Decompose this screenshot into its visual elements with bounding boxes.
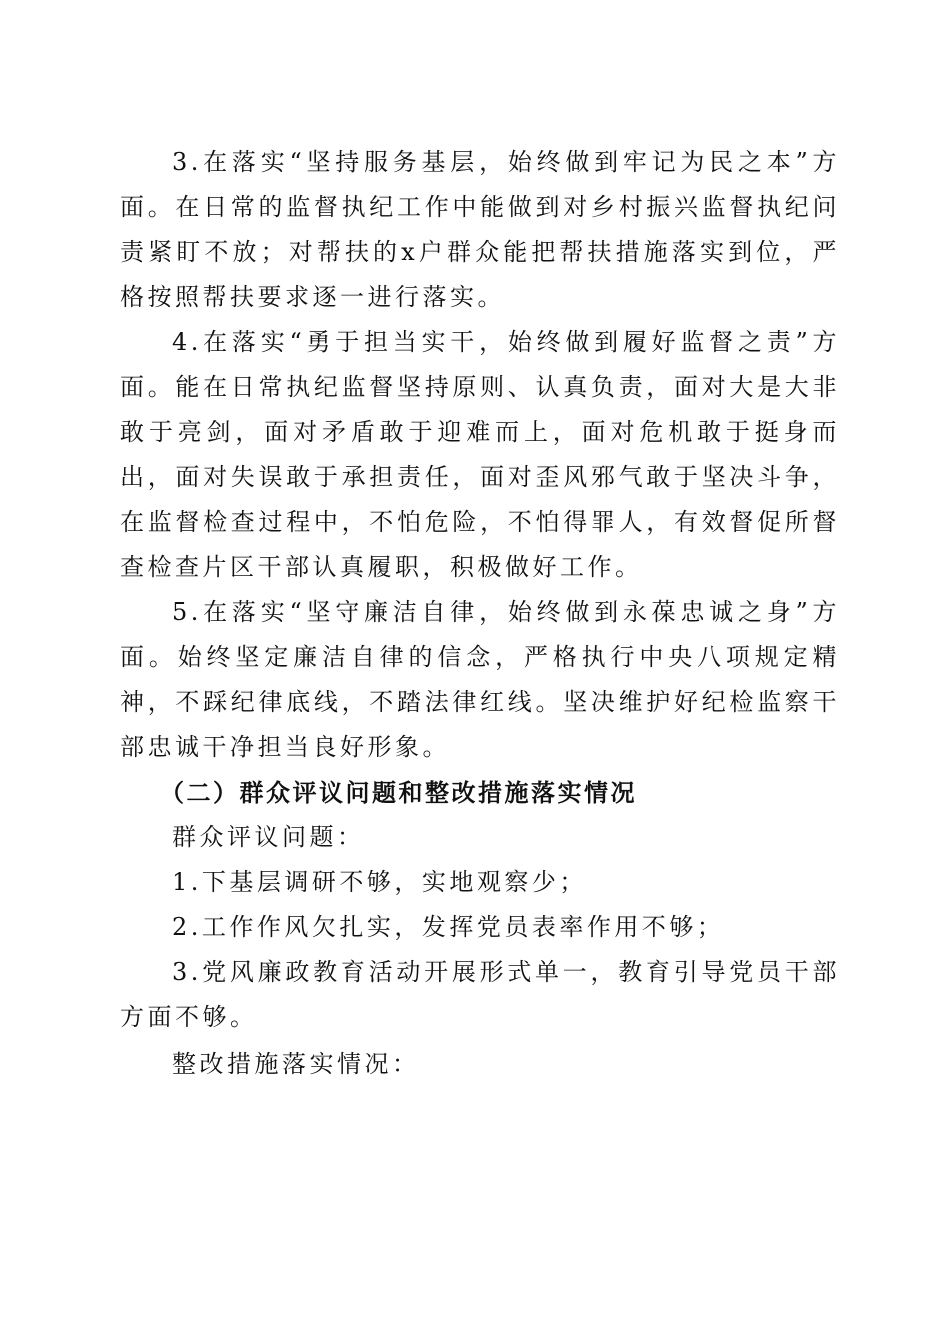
issue-item-2: 2.工作作风欠扎实，发挥党员表率作用不够；	[172, 913, 725, 941]
issue-item-1: 1.下基层调研不够，实地观察少；	[172, 868, 587, 896]
paragraph-item-5: 5.在落实“坚守廉洁自律，始终做到永葆忠诚之身”方面。始终坚定廉洁自律的信念，严格执行中央八项规定精神，不踩纪律底线，不踏法律红线。坚决维护好纪检监察干部忠诚干净担当良好形象。	[120, 598, 840, 761]
issue-item-3: 3.党风廉政教育活动开展形式单一，教育引导党员干部方面不够。	[120, 958, 840, 1031]
document-body	[120, 140, 840, 1087]
issues-label: 群众评议问题：	[172, 823, 365, 851]
section-heading: （二）群众评议问题和整改措施落实情况	[160, 778, 637, 807]
paragraph-item-3: 3.在落实“坚持服务基层，始终做到牢记为民之本”方面。在日常的监督执纪工作中能做到对乡村振兴监督执纪问责紧盯不放；对帮扶的x户群众能把帮扶措施落实到位，严格按照帮扶要求逐一进行落实。	[120, 148, 840, 311]
paragraph-item-4: 4.在落实“勇于担当实干，始终做到履好监督之责”方面。能在日常执纪监督坚持原则、认真负责，面对大是大非敢于亮剑，面对矛盾敢于迎难而上，面对危机敢于挺身而出，面对失误敢于承担责任，面对歪风邪气敢于坚决斗争，在监督检查过程中，不怕危险，不怕得罪人，有效督促所督查检查片区干部认真履职，积极做好工作。	[120, 328, 840, 581]
measures-label: 整改措施落实情况：	[172, 1050, 420, 1078]
